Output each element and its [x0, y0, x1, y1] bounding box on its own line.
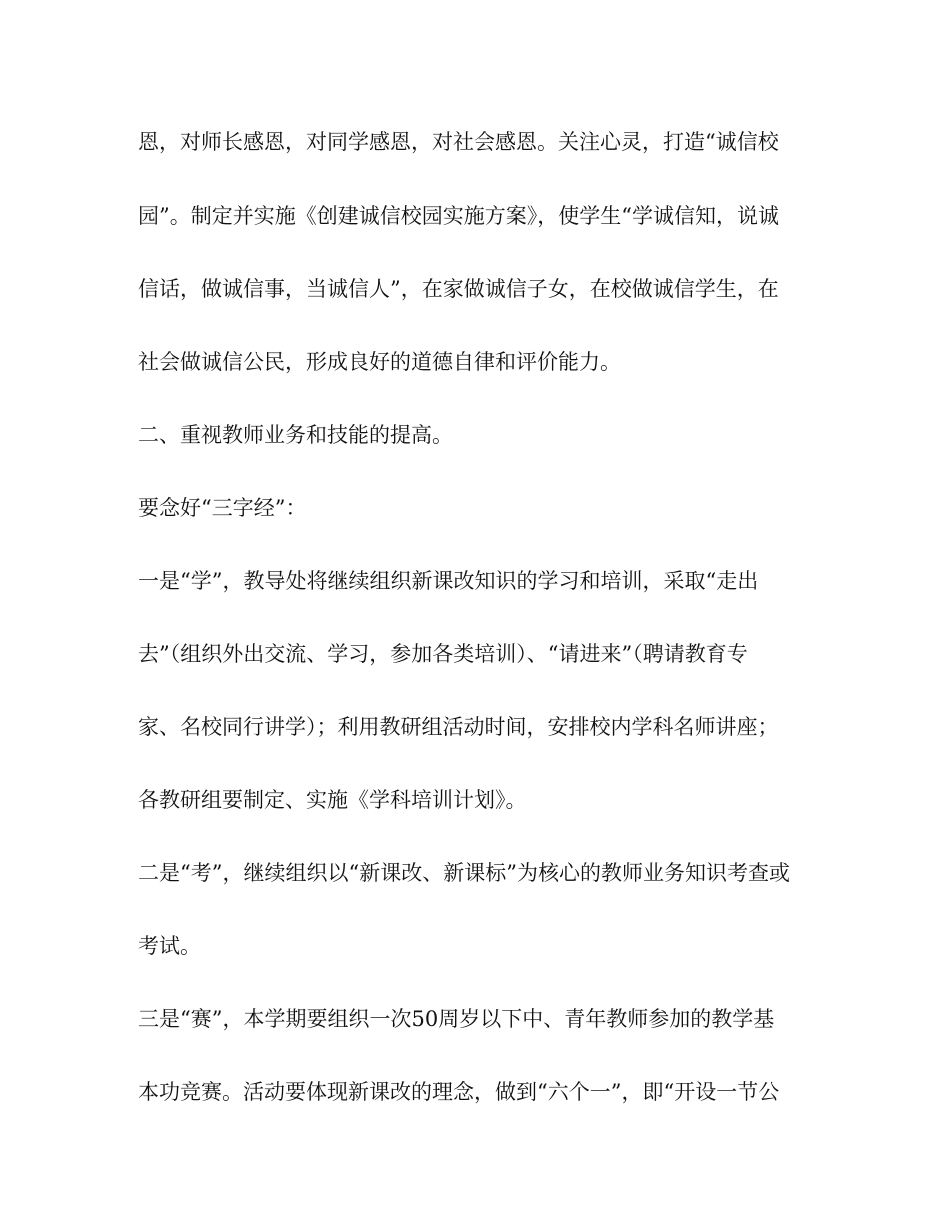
- text-line: 去”（组织外出交流、学习，参加各类培训）、“请进来”（聘请教育专: [138, 642, 748, 666]
- text-line: 三是“赛”，本学期要组织一次50周岁以下中、青年教师参加的教学基: [138, 1007, 775, 1031]
- text-line: 各教研组要制定、实施《学科培训计划》。: [138, 788, 527, 812]
- text-line: 家、名校同行讲学）；利用教研组活动时间，安排校内学科名师讲座；: [138, 715, 779, 739]
- text-line: 恩，对师长感恩，对同学感恩，对社会感恩。关注心灵，打造“诚信校: [138, 130, 779, 154]
- text-line: 信话，做诚信事，当诚信人”，在家做诚信子女，在校做诚信学生，在: [138, 277, 779, 301]
- text-line: 园”。制定并实施《创建诚信校园实施方案》，使学生“学诚信知，说诚: [138, 204, 779, 228]
- text-line: 一是“学”，教导处将继续组织新课改知识的学习和培训，采取“走出: [138, 569, 759, 593]
- text-line: 要念好“三字经”：: [138, 496, 307, 520]
- text-line: 本功竞赛。活动要体现新课改的理念，做到“六个一”，即“开设一节公: [138, 1080, 780, 1104]
- section-heading: 二、重视教师业务和技能的提高。: [138, 423, 453, 447]
- text-line: 社会做诚信公民，形成良好的道德自律和评价能力。: [138, 350, 621, 374]
- text-line: 二是“考”，继续组织以“新课改、新课标”为核心的教师业务知识考查或: [138, 861, 790, 885]
- text-line: 考试。: [138, 934, 201, 958]
